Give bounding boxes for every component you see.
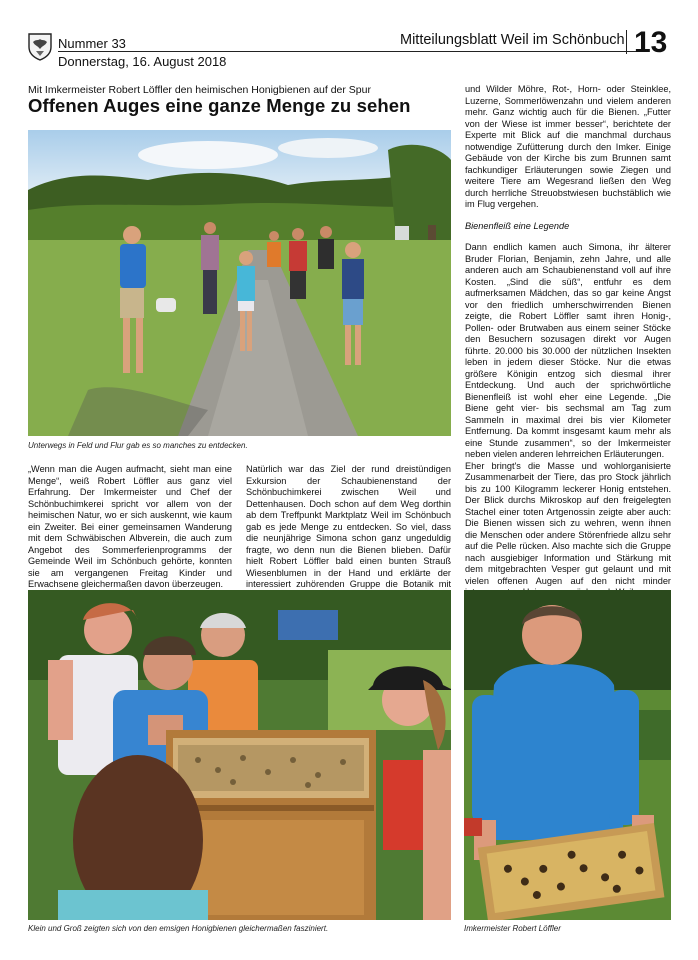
article-column-1 bbox=[28, 464, 232, 591]
article-subheading: Bienenfleiß eine Legende bbox=[465, 220, 570, 231]
photo-beehive-group bbox=[28, 590, 451, 920]
photo-caption: Klein und Groß zeigten sich von den emsigen Honigbienen gleichermaßen fasziniert. bbox=[28, 924, 329, 933]
photo-hiking-group bbox=[28, 130, 451, 436]
article-paragraph: und Wilder Möhre, Rot-, Horn- oder Steinklee, Luzerne, Sommerlöwenzahn und vielem anderen mehr. Ganz wichtig auch für die Bienen. „Futter von der Wiese ist immer besser“, berichtete der Experte mit Blick auf die manchmal durchaus notwendige Zufütterung durch den Imker. Einige Gebäude von der Kirche bis zum Brunnen samt fachkundiger Erläuterungen sowie Ziegen und weitere Tiere am Wegesrand ließen den Weg durch herrliche Streuobstwiesen buchstäblich wie im Flug vergehen. bbox=[465, 84, 671, 209]
header-divider bbox=[626, 30, 627, 54]
photo-beekeeper bbox=[464, 590, 671, 920]
article-paragraph: Dann endlich kamen auch Simona, ihr älterer Bruder Florian, Benjamin, zehn Jahre, und alle anderen auch am Schaubienenstand voll auf ihre Kosten. „Sind die süß“, entfuhr es dem aufmerksamen Mädchen, das so gar keine Angst vor den friedlich umherschwirrenden Bienen zeigte, die Robert Löffler samt ihren Honig-, Pollen- oder Brutwaben aus einem seiner Stöcke den Besuchern sozusagen direkt vor Augen führte. 20.000 bis 30.000 der nützlichen Insekten leben in jedem dieser Stöcke. Nur die etwas größere Königin entzog sich diesmal ihrer Entdeckung. Und auch der sprichwörtliche Bienenfleiß ist wohl eher eine Legende. „Die Biene geht vier- bis sechsmal am Tag zum Sammeln in maximal drei bis vier Kilometer Entfernung. Da kommt insgesamt kaum mehr als eine Stunde zusammen“, so der Imkermeister neben vielen anderen lehrreichen Erläuterungen. bbox=[465, 242, 671, 459]
article-column-2 bbox=[246, 464, 451, 602]
article-paragraph: Natürlich war das Ziel der rund dreistündigen Exkursion der Schaubienenstand der Schönbuchimkerei zwischen Weil und Dettenhausen. Doch schon auf dem Weg dorthin ab dem Treffpunkt Marktplatz Weil im Schönbuch gab es jede Menge zu entdecken. So viel, dass die neunjährige Simona schon ganz ungeduldig fragte, wo denn nun die Bienen blieben. Dafür hielt Robert Löffler bald einen bunten Strauß Wiesenblumen in der Hand und erklärte der interessiert zuhörenden Gruppe die Botanik mit bbox=[246, 464, 451, 589]
municipal-crest-icon bbox=[28, 33, 52, 61]
header-rule bbox=[58, 51, 638, 52]
article-headline: Offenen Auges eine ganze Menge zu sehen bbox=[28, 95, 411, 116]
article-kicker: Mit Imkermeister Robert Löffler den heimischen Honigbienen auf der Spur bbox=[28, 84, 371, 96]
article-paragraph: „Wenn man die Augen aufmacht, sieht man eine Menge“, weiß Robert Löffler aus ganz viel Erfahrung. Der Imkermeister und Chef der Schönbuchimkerei spricht vor allem von der heimischen Natur, wo er sich auskennt, wie kaum ein Zweiter. Bei einer gemeinsamen Wanderung mit dem Schwäbischen Albverein, die auch zum Angebot des Sommerferienprogramms der Gemeinde Weil im Schönbuch gehörte, konnten sie am vergangenen Freitag Kinder und Erwachsene gleichermaßen davon überzeugen. bbox=[28, 464, 232, 589]
issue-number: Nummer 33 bbox=[58, 36, 126, 51]
photo-caption: Imkermeister Robert Löffler bbox=[464, 924, 561, 933]
article-column-3 bbox=[465, 84, 671, 599]
page-number: 13 bbox=[634, 26, 668, 59]
photo-caption: Unterwegs in Feld und Flur gab es so manches zu entdecken. bbox=[28, 441, 248, 450]
newsletter-title: Mitteilungsblatt Weil im Schönbuch bbox=[400, 32, 625, 48]
issue-date: Donnerstag, 16. August 2018 bbox=[58, 54, 227, 69]
article-paragraph: Eher bringt's die Masse und wohlorganisierte Zusammenarbeit der Tiere, das pro Stock jährlich bis zu 100 Kilogramm leckerer Honig entstehen. Der Blick durchs Mikroskop auf den freigelegten Stachel einer toten Artgenossin zeigte aber auch: Die Bienen wissen sich zu wehren, wenn ihnen die Menschen oder andere Störenfriede allzu sehr auf die Pelle rücken. Also machte sich die Gruppe nach ausgiebiger Information und Stärkung mit dem mitgebrachten Vesper gut gelaunt und mit vielen offenen Augen auf den nicht minder bbox=[465, 460, 671, 586]
